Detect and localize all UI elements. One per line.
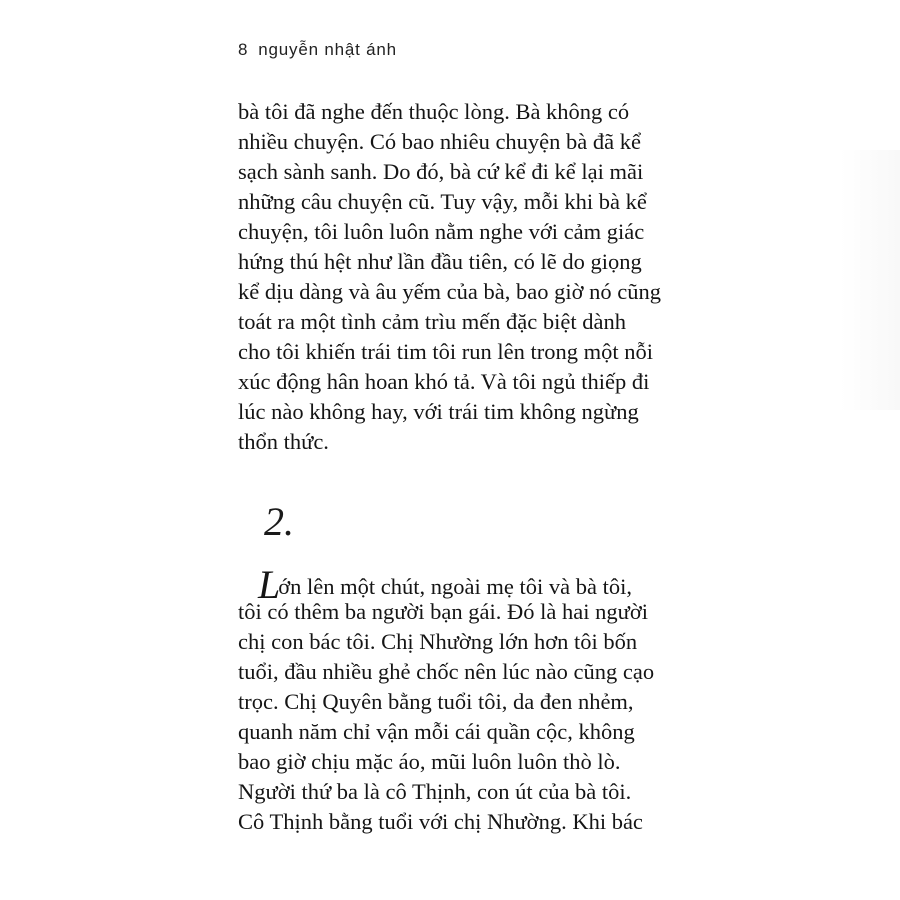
paragraph-1-line: lúc nào không hay, với trái tim không ngừng [238,399,639,424]
paragraph-1-line: hứng thú hệt như lần đầu tiên, có lẽ do giọng [238,249,642,274]
section-line: quanh năm chỉ vận mỗi cái quần cộc, không [238,719,635,744]
section-number: 2. [264,499,294,544]
paragraph-1-line: kể dịu dàng và âu yếm của bà, bao giờ nó cũng [238,279,662,304]
author-name: nguyễn nhật ánh [258,40,397,59]
section-line: Người thứ ba là cô Thịnh, con út của bà tôi. [238,779,632,804]
section-line: tôi có thêm ba người bạn gái. Đó là hai người [238,599,648,624]
section-line: tuổi, đầu nhiều ghẻ chốc nên lúc nào cũng cạo [238,659,655,684]
page-edge-shadow [840,150,900,410]
paragraph-1-line: những câu chuyện cũ. Tuy vậy, mỗi khi bà kể [238,189,647,214]
running-header [238,40,397,60]
paragraph-1-line: chuyện, tôi luôn luôn nằm nghe với cảm giác [238,219,645,244]
section-line: trọc. Chị Quyên bằng tuổi tôi, da đen nhẻm, [238,689,634,714]
drop-cap: L [258,562,281,607]
paragraph-1-line: xúc động hân hoan khó tả. Và tôi ngủ thiếp đi [238,369,650,394]
section-line: bao giờ chịu mặc áo, mũi luôn luôn thò lò. [238,749,621,774]
paragraph-1-line: toát ra một tình cảm trìu mến đặc biệt dành [238,309,627,334]
first-line-text: ớn lên một chút, ngoài mẹ tôi và bà tôi, [278,574,632,599]
section-line: chị con bác tôi. Chị Nhường lớn hơn tôi bốn [238,629,638,654]
paragraph-1-line: thổn thức. [238,429,329,454]
paragraph-1-line: sạch sành sanh. Do đó, bà cứ kể đi kể lại mãi [238,159,644,184]
page-number: 8 [238,40,249,59]
paragraph-1-line: nhiều chuyện. Có bao nhiêu chuyện bà đã kể [238,129,642,154]
section-line: Cô Thịnh bằng tuổi với chị Nhường. Khi bác [238,809,643,834]
paragraph-1-line: bà tôi đã nghe đến thuộc lòng. Bà không có [238,99,630,124]
paragraph-1-line: cho tôi khiến trái tim tôi run lên trong một nỗi [238,339,653,364]
